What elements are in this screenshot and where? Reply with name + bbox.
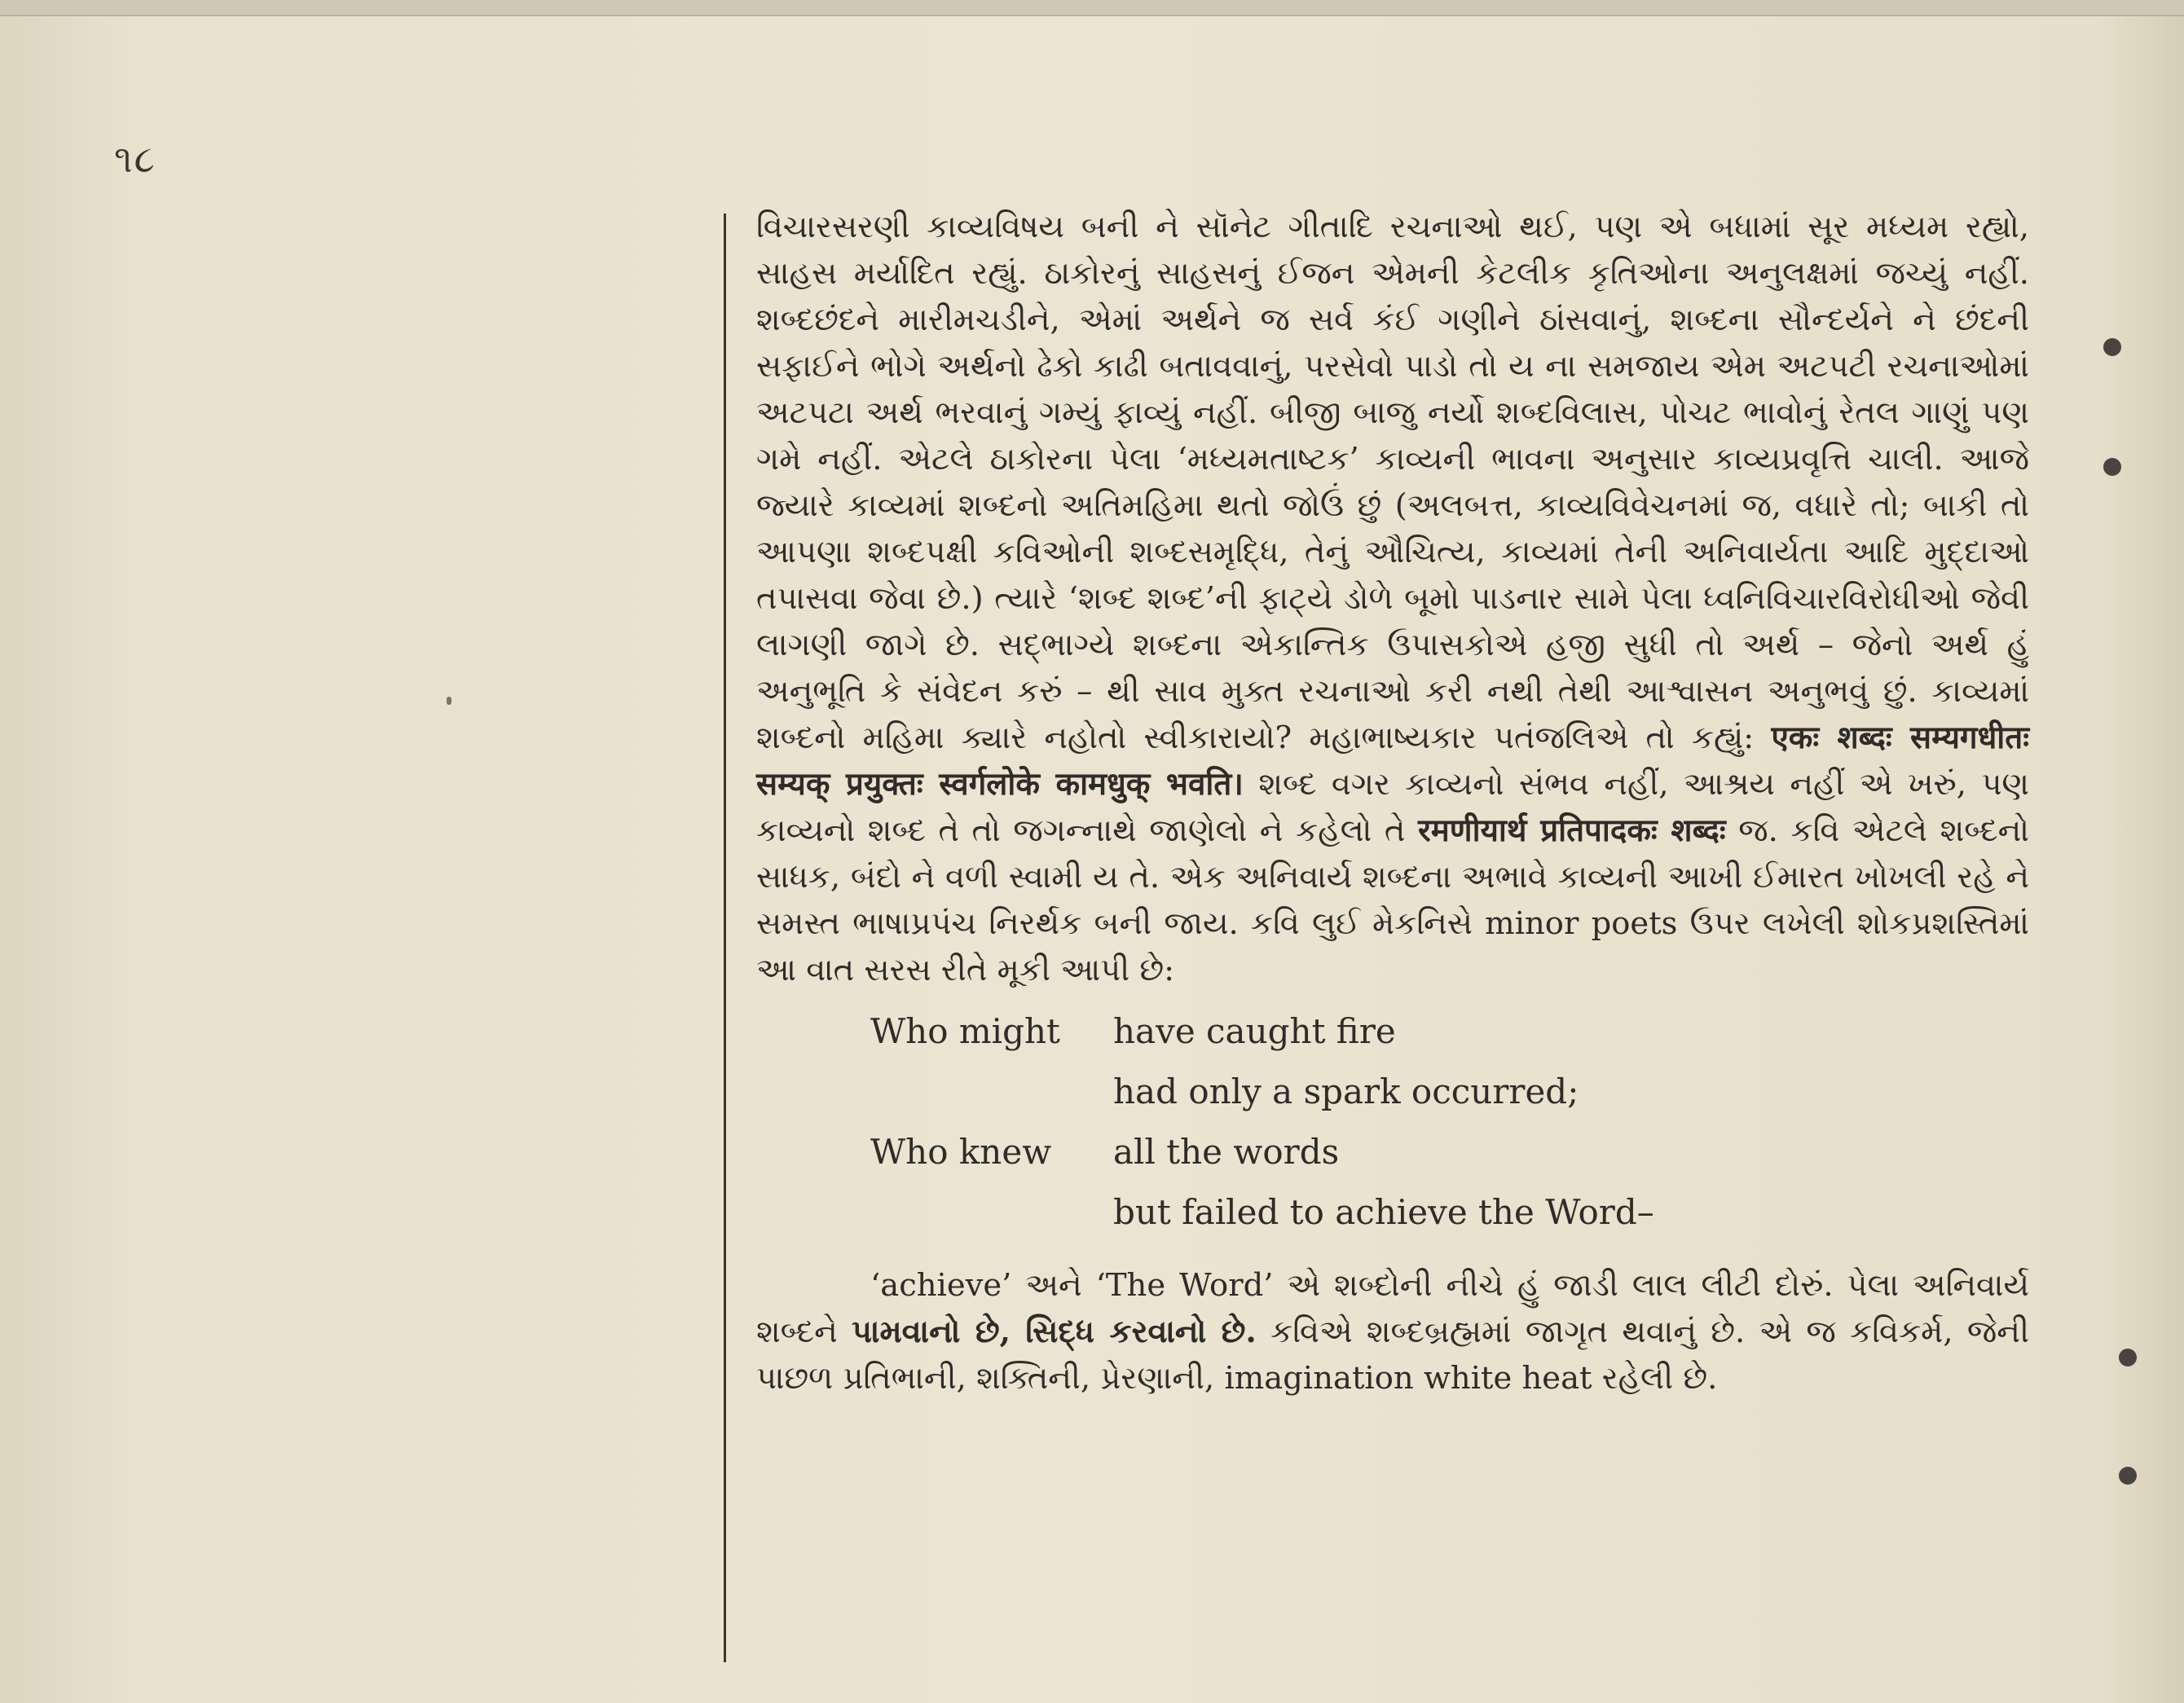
binding-hole	[2119, 1467, 2137, 1485]
paragraph-1-text-a: વિચારસરણી કાવ્યવિષય બની ને સૉનેટ ગીતાદિ રચનાઓ થઈ, પણ એ બધામાં સૂર મધ્યમ રહ્યો, સાહસ મર્યાદિત રહ્યું. ઠાકોરનું સાહસનું ઈજન એમની કેટલીક કૃતિઓના અનુલક્ષમાં જચ્યું નહીં. શબ્દછંદને મારીમચડીને, એમાં અર્થને જ સર્વ કંઈ ગણીને ઠાંસવાનું, શબ્દના સૌન્દર્યને ને છંદની સફાઈને ભોગે અર્થનો ઢેકો કાઢી બતાવવાનું, પરસેવો પાડો તો ય ના સમજાય એમ અટપટી રચનાઓમાં અટપટા અર્થ ભરવાનું ગમ્યું ફાવ્યું નહીં. બીજી બાજુ નર્યો શબ્દવિલાસ, પોચટ ભાવોનું રેતલ ગાણું પણ ગમે નહીં. એટલે ઠાકોરના પેલા ‘મધ્યમતાષ્ટક’ કાવ્યની ભાવના અનુસાર કાવ્યપ્રવૃત્તિ ચાલી. આજે જ્યારે કાવ્યમાં શબ્દનો અતિમહિમા થતો જોઉં છું (અલબત્ત, કાવ્યવિવેચનમાં જ, વધારે તો; બાકી તો આપણા શબ્દપક્ષી કવિઓની શબ્દસમૃદ્ધિ, તેનું ઔચિત્ય, કાવ્યમાં તેની અનિવાર્યતા આદિ મુદ્દાઓ તપાસવા જેવા છે.) ત્યારે ‘શબ્દ શબ્દ’ની ફાટ્યે ડોળે બૂમો પાડનાર સામે પેલા ધ્વનિવિચારવિરોધીઓ જેવી લાગણી જાગે છે. સદ્ભાગ્યે શબ્દના એકાન્તિક ઉપાસકોએ હજી સુધી તો અર્થ – જેનો અર્થ હું અનુભૂતિ કે સંવેદન કરું – થી સાવ મુક્ત રચનાઓ કરી નથી તેથી આશ્વાસન અનુભવું છું. કાવ્યમાં શબ્દનો મહિમા ક્યારે નહોતો સ્વીકારાયો? મહાભાષ્યકાર પતંજલિએ તો કહ્યું:	[756, 209, 2029, 756]
paper-speck	[447, 697, 451, 705]
poem-line-2	[756, 1062, 2029, 1122]
paragraph-1-text-b: શબ્દ વગર કાવ્યનો સંભવ નહીં, આશ્રય નહીં એ ખરું, પણ કાવ્યનો શબ્દ તે તો જગન્નાથે જાણેલો ને કહેલો તે	[756, 766, 2030, 849]
binding-hole	[2103, 458, 2121, 476]
paragraph-2	[756, 1262, 2029, 1402]
poem-line-1	[756, 1001, 2029, 1062]
paragraph-1-text-c: જ. કવિ એટલે શબ્દનો સાધક, બંદો ને વળી સ્વામી ય તે. એક અનિવાર્ય શબ્દના અભાવે કાવ્યની આખી ઈમારત ખોખલી રહે ને સમસ્ત ભાષાપ્રપંચ નિરર્થક બની જાય. કવિ લુઈ મેકનિસે minor poets ઉપર લખેલી શોકપ્રશસ્તિમાં આ વાત સરસ રીતે મૂકી આપી છે:	[756, 812, 2029, 988]
poem-line-4	[756, 1182, 2029, 1243]
poem-line-3-tail: all the words	[1113, 1132, 1340, 1172]
main-text-block	[756, 204, 2029, 1402]
poem-line-3-lead: Who knew	[870, 1132, 1052, 1172]
paragraph-1	[756, 204, 2029, 993]
quoted-poem	[756, 1001, 2029, 1243]
paragraph-2-text-a: ‘achieve’ અને ‘The Word’ એ શબ્દોની નીચે હું જાડી લાલ લીટી દોરું. પેલા અનિવાર્ય શબ્દને	[756, 1267, 2029, 1350]
poem-line-2-tail: had only a spark occurred;	[1113, 1072, 1579, 1111]
poem-line-4-tail: but failed to achieve the Word–	[1113, 1192, 1654, 1232]
poem-line-1-lead: Who might	[870, 1011, 1060, 1051]
binding-hole	[2119, 1349, 2137, 1366]
page-top-edge	[0, 0, 2184, 16]
sanskrit-quote-patanjali: एकः शब्दः सम्यगधीतः सम्यक् प्रयुक्तः स्वर्गलोके कामधुक् भवति।	[756, 719, 2029, 803]
poem-line-3	[756, 1122, 2029, 1182]
binding-hole	[2103, 338, 2121, 356]
page-number: ૧૮	[114, 137, 156, 181]
paragraph-2-emphasis: પામવાનો છે, સિદ્ધ કરવાનો છે.	[852, 1314, 1257, 1350]
paragraph-2-text-b: કવિએ શબ્દબ્રહ્મમાં જાગૃત થવાનું છે. એ જ કવિકર્મ, જેની પાછળ પ્રતિભાની, શક્તિની, પ્રેરણાની, imagination white heat રહેલી છે.	[756, 1314, 2029, 1397]
sanskrit-quote-jagannath: रमणीयार्थ प्रतिपादकः शब्दः	[1418, 812, 1726, 849]
margin-rule	[724, 213, 726, 1662]
poem-line-1-tail: have caught fire	[1113, 1011, 1396, 1051]
